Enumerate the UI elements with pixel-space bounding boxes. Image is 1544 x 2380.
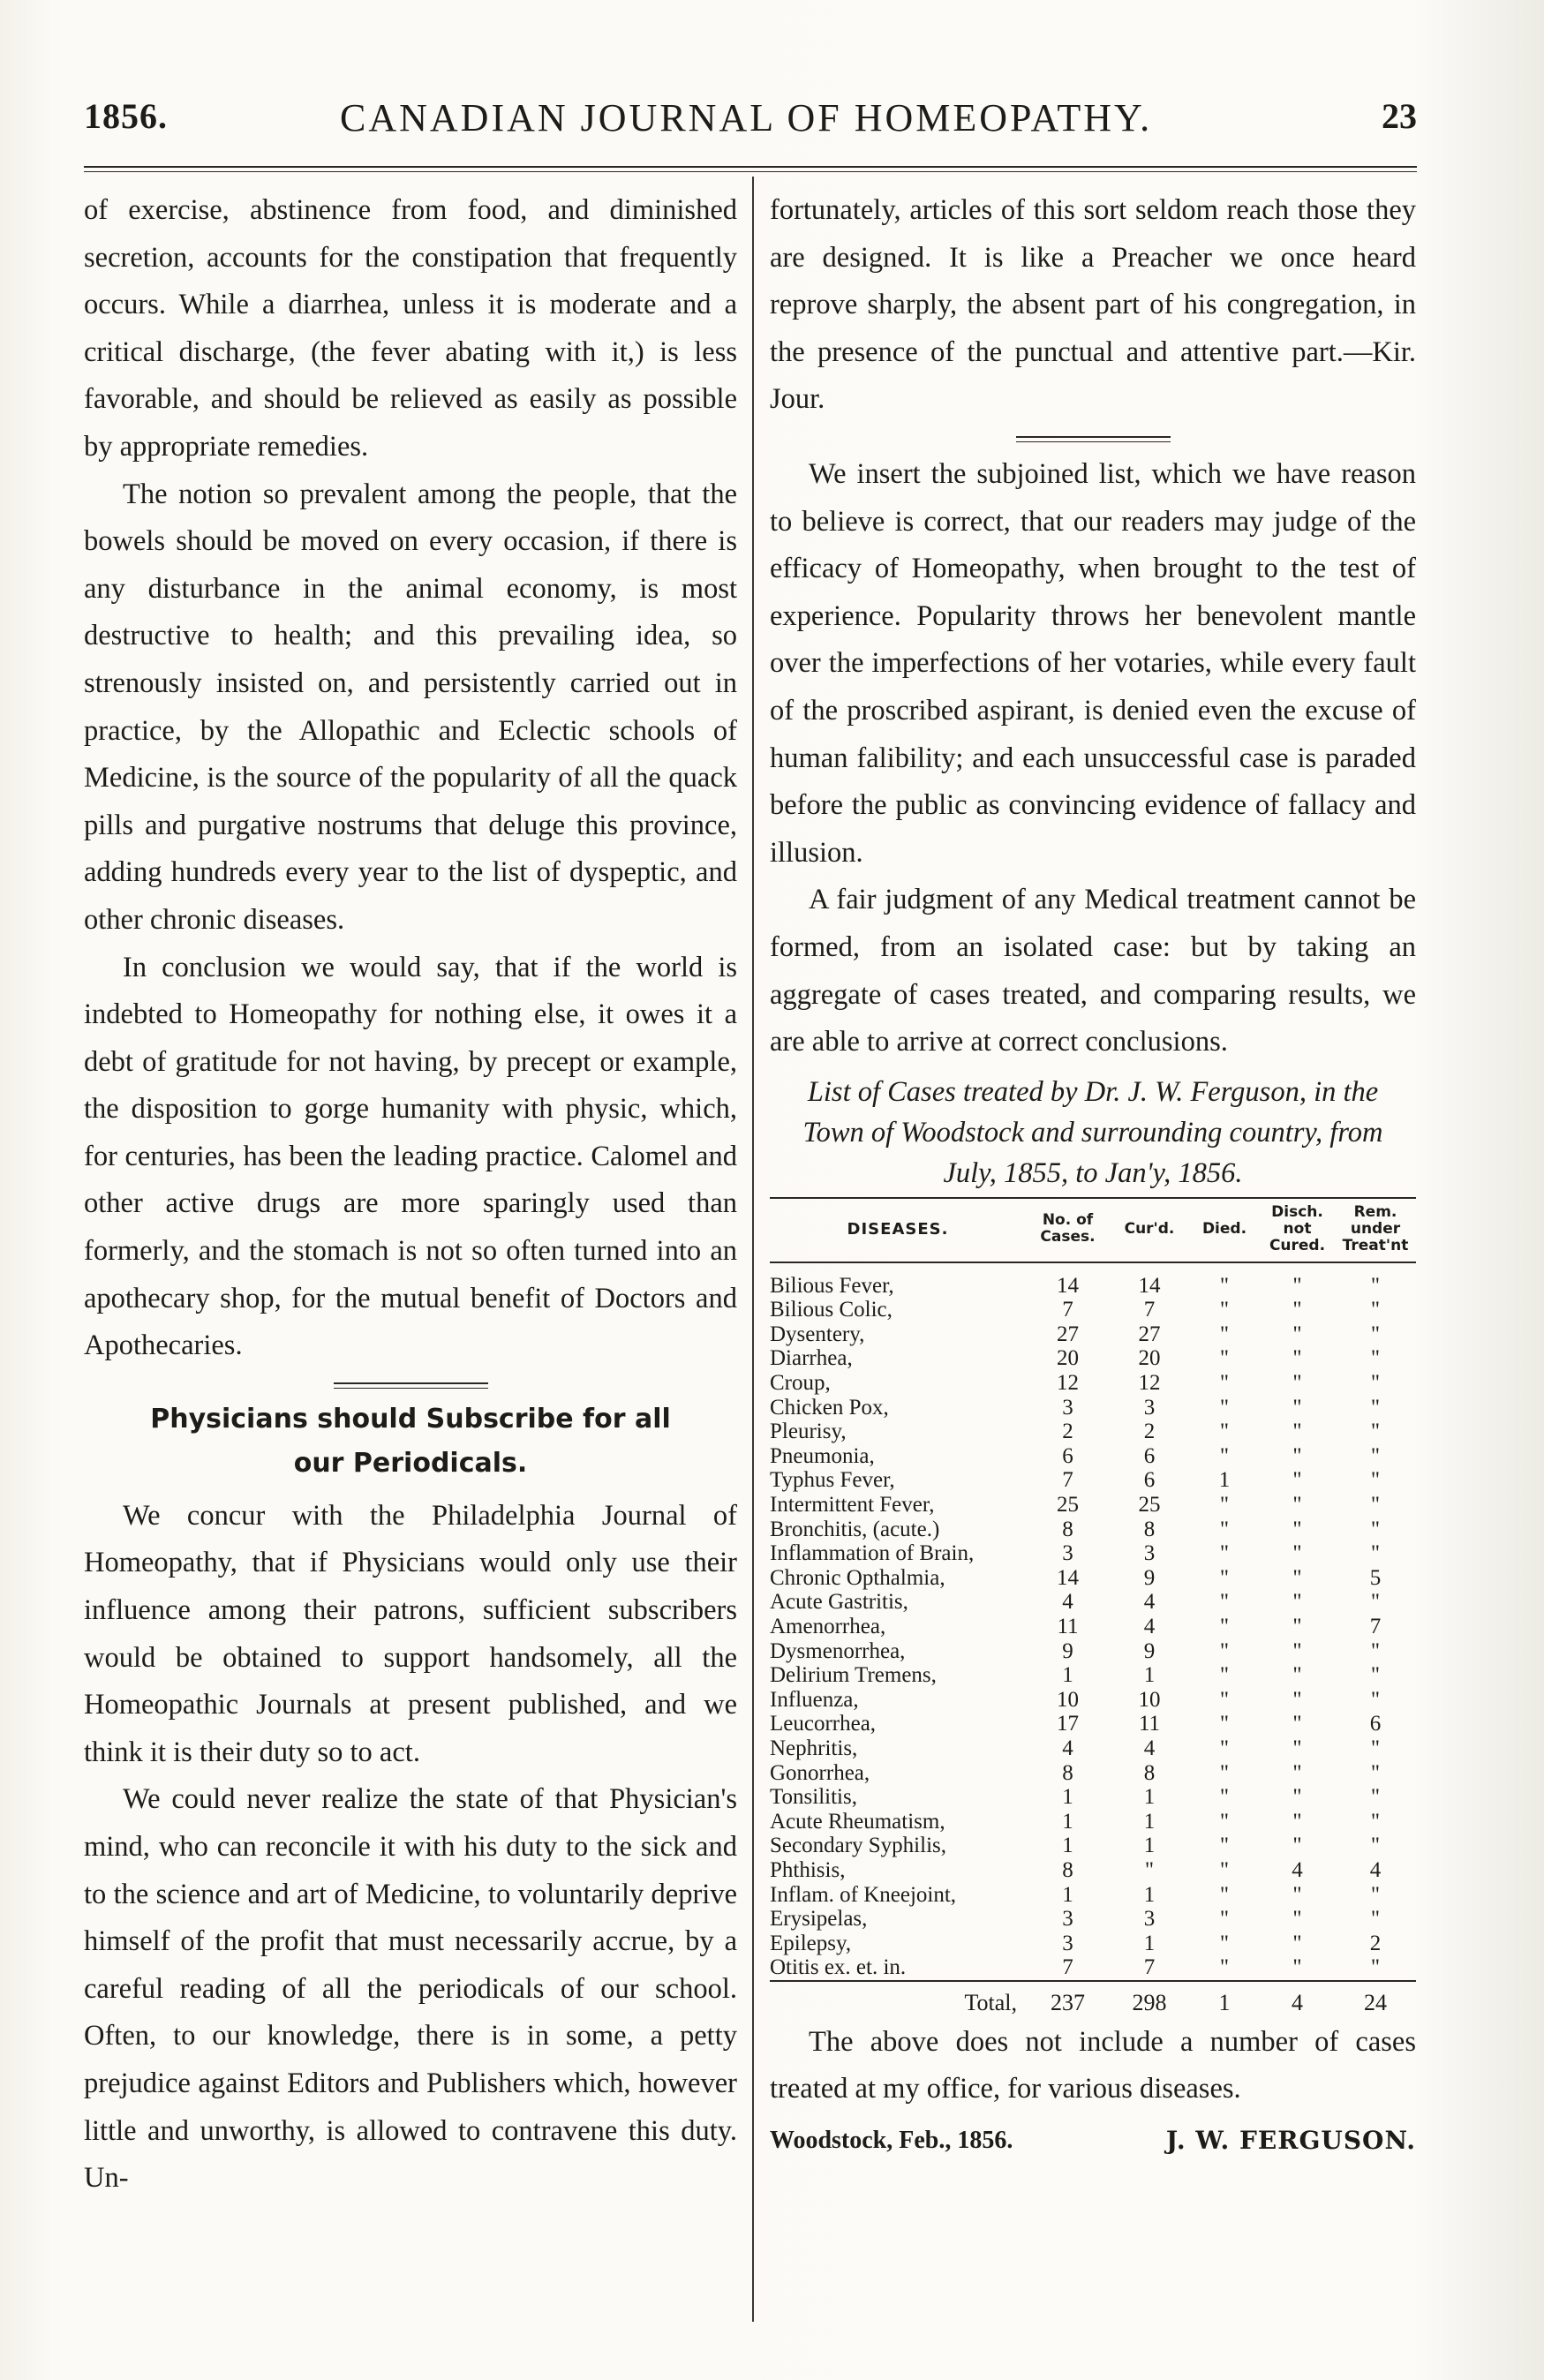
cell-cured: 1 [1143,1809,1156,1834]
cell-discharged: " [1292,1931,1302,1955]
cell-discharged: " [1292,1395,1302,1420]
cell-cured: 9 [1143,1565,1156,1590]
cell-cases: 1 [1062,1663,1073,1688]
cell-died: " [1219,1298,1230,1322]
article-heading [84,1397,737,1486]
cell-disease: Acute Gastritis, [770,1590,908,1615]
cell-cases: 4 [1062,1590,1073,1615]
cell-disease: Typhus Fever, [770,1468,895,1493]
cell-discharged: " [1292,1443,1302,1468]
cell-died: " [1219,1322,1230,1346]
cell-discharged: " [1292,1565,1302,1590]
cell-remaining: " [1370,1541,1381,1566]
cell-remaining: " [1370,1736,1381,1760]
cell-disease: Erysipelas, [770,1907,868,1932]
cell-disease: Diarrhea, [770,1346,853,1371]
cell-disease: Epilepsy, [770,1931,852,1955]
cell-disease: Chronic Opthalmia, [770,1565,945,1590]
cell-cured: 3 [1143,1541,1156,1566]
cell-discharged: " [1292,1663,1302,1688]
cell-died: " [1219,1420,1230,1444]
cell-remaining: 4 [1369,1857,1382,1882]
cell-disease: Nephritis, [770,1736,858,1760]
cell-cases: 3 [1062,1395,1073,1420]
cell-disease: Amenorrhea, [770,1615,886,1638]
cell-discharged: " [1292,1882,1302,1907]
table-row [770,1858,1416,1883]
cell-disease: Bilious Fever, [770,1273,894,1298]
cell-discharged: " [1292,1638,1302,1663]
left-paragraph-2: The notion so prevalent among the people, that the bowels should be moved on every occasion, if there is any disturbance in the animal economy, is most destructive to health; and this prevailing idea, so strenously insisted on, and persistently carried out in practice, by the Allopathic and Eclectic schools of Medicine, is the source of the popularity of all the quack pills and purgative nostrums that deluge this province, adding hundreds every year to the list of dyspeptic, and other chronic diseases. [84,478,737,936]
cell-died: " [1219,1760,1230,1785]
cell-died: " [1219,1346,1230,1371]
cell-died: " [1219,1736,1230,1760]
cell-cases: 4 [1062,1736,1073,1760]
cell-cured: 8 [1143,1760,1156,1785]
cell-discharged: 4 [1292,1857,1303,1882]
cell-died: " [1219,1712,1230,1736]
cell-cured: 1 [1143,1834,1156,1858]
table-row [770,1761,1416,1786]
cases-table [770,1197,1416,2019]
cell-disease: Secondary Syphilis, [770,1834,946,1858]
cell-cases: 8 [1062,1517,1073,1541]
cell-remaining: " [1370,1907,1381,1932]
cell-cases: 14 [1057,1273,1079,1298]
table-row [770,1262,1416,1299]
cell-cases: 14 [1057,1565,1079,1590]
cell-cases: 7 [1062,1298,1073,1322]
signature-name: J. W. FERGUSON. [1165,2125,1416,2155]
table-row [770,1346,1416,1371]
cell-discharged: " [1292,1468,1302,1493]
cell-disease: Pneumonia, [770,1443,875,1468]
cell-remaining: " [1370,1638,1381,1663]
cell-discharged: " [1292,1712,1302,1736]
cell-died: " [1219,1565,1230,1590]
cell-remaining: " [1370,1468,1381,1493]
cell-remaining: " [1370,1443,1381,1468]
cell-cases: 3 [1062,1541,1073,1566]
cell-cases: 27 [1057,1322,1079,1346]
cell-discharged: " [1292,1809,1302,1834]
cell-remaining: " [1370,1298,1381,1322]
cell-cured: 1 [1143,1882,1156,1907]
cell-disease: Bronchitis, (acute.) [770,1517,940,1541]
cell-discharged: " [1292,1590,1302,1615]
signature-line [770,2117,1416,2165]
right-column [770,187,1416,2164]
signature-place-date: Woodstock, Feb., 1856. [770,2126,1013,2154]
header-journal-title: CANADIAN JOURNAL OF HOMEOPATHY. [340,96,1153,139]
heading-line-2: our Periodicals. [293,1447,528,1479]
table-row [770,1883,1416,1908]
header-page-number: 23 [1382,96,1417,136]
cell-died: " [1219,1687,1230,1712]
cell-remaining: " [1370,1760,1381,1785]
cell-disease: Bilious Colic, [770,1298,893,1322]
cell-disease: Leucorrhea, [770,1712,877,1736]
cell-cases: 3 [1062,1907,1073,1932]
cell-discharged: " [1292,1834,1302,1858]
cell-cured: 14 [1138,1273,1161,1298]
cell-discharged: " [1292,1322,1302,1346]
table-row [770,1371,1416,1396]
cell-cured: 25 [1138,1493,1161,1518]
table-row [770,1493,1416,1518]
table-header-row [770,1198,1416,1262]
table-row [770,1810,1416,1834]
left-paragraph-1: of exercise, abstinence from food, and diminished secretion, accounts for the constipation that frequently occurs. While a diarrhea, unless it is moderate and a critical discharge, (the fever abating with it,) is less favorable, and should be relieved as easily as possible by appropriate remedies. [84,194,737,463]
cell-cured: 11 [1138,1712,1161,1736]
cell-disease: Inflam. of Kneejoint, [770,1882,957,1907]
table-row [770,1907,1416,1932]
cell-remaining: " [1370,1371,1381,1396]
cell-remaining: " [1370,1273,1381,1298]
cell-disease: Dysentery, [770,1322,865,1346]
cell-died: " [1219,1638,1230,1663]
cell-remaining: " [1370,1785,1381,1810]
table-row [770,1566,1416,1591]
cell-cases: 1 [1062,1809,1073,1834]
cell-disease: Delirium Tremens, [770,1663,937,1688]
cell-died: " [1219,1931,1230,1955]
table-row [770,1518,1416,1542]
cell-remaining: " [1370,1882,1381,1907]
cell-remaining: " [1370,1395,1381,1420]
cell-disease: Dysmenorrhea, [770,1638,906,1663]
cell-disease: Inflammation of Brain, [770,1541,975,1566]
cell-cured: 1 [1143,1931,1156,1955]
cell-died: 1 [1218,1468,1231,1493]
left-paragraph-4: We concur with the Philadelphia Journal of Homeopathy, that if Physicians would only use their influence among their patrons, sufficient subscribers would be obtained to support handsomely, all the Homeopathic Journals at present published, and we think it is their duty so to act. [84,1499,737,1768]
cell-disease: Pleurisy, [770,1420,847,1444]
cell-remaining: 6 [1369,1712,1382,1736]
cell-cases: 11 [1057,1615,1079,1638]
cell-discharged: " [1292,1615,1302,1638]
left-column [84,187,737,2203]
header-rule-thin [84,171,1417,172]
header-diseases: DISEASES. [770,1198,1026,1262]
table-total-row [770,1981,1416,2019]
cell-disease: Otitis ex. et. in. [770,1955,907,1980]
cell-discharged: " [1292,1420,1302,1444]
table-row [770,1663,1416,1688]
cell-cured: 4 [1143,1615,1156,1638]
total-discharged: 4 [1260,1981,1335,2019]
table-row [770,1932,1416,1956]
cell-remaining: 5 [1369,1565,1382,1590]
cell-cases: 7 [1062,1468,1073,1493]
cell-discharged: " [1292,1273,1302,1298]
cell-discharged: " [1292,1371,1302,1396]
cell-cured: 4 [1143,1590,1156,1615]
cell-remaining: " [1370,1834,1381,1858]
cell-cured: 12 [1138,1371,1161,1396]
cell-disease: Intermittent Fever, [770,1493,935,1518]
cell-cases: 20 [1057,1346,1079,1371]
cell-remaining: " [1370,1517,1381,1541]
header-year: 1856. [84,96,168,136]
cell-cured: 8 [1143,1517,1156,1541]
cell-discharged: " [1292,1955,1302,1980]
table-row [770,1396,1416,1420]
cell-discharged: " [1292,1493,1302,1518]
header-discharged: Disch. not Cured. [1260,1198,1335,1262]
cell-cases: 10 [1057,1687,1079,1712]
cell-discharged: " [1292,1760,1302,1785]
table-row [770,1322,1416,1347]
total-died: 1 [1189,1981,1260,2019]
cell-disease: Acute Rheumatism, [770,1809,945,1834]
cell-remaining: 7 [1369,1615,1382,1638]
cell-cured: 6 [1143,1443,1156,1468]
cell-cured: 3 [1143,1395,1156,1420]
case-list-title: List of Cases treated by Dr. J. W. Ferguson, in the Town of Woodstock and surrounding country, from July, 1855, to Jan'y, 1856. [802,1075,1383,1189]
table-note: The above does not include a number of cases treated at my office, for various diseases. [770,2025,1416,2105]
cell-remaining: " [1370,1493,1381,1518]
cell-died: " [1219,1615,1230,1638]
cell-discharged: " [1292,1907,1302,1932]
cell-cured: 1 [1143,1663,1156,1688]
cell-cases: 25 [1057,1493,1079,1518]
cell-disease: Phthisis, [770,1857,846,1882]
cell-cases: 1 [1062,1882,1073,1907]
cell-died: " [1219,1955,1230,1980]
cell-disease: Chicken Pox, [770,1395,889,1420]
table-row [770,1834,1416,1858]
right-paragraph-3: A fair judgment of any Medical treatment cannot be formed, from an isolated case: but by taking an aggregate of cases treated, and comparing results, we are able to arrive at correct conclusions. [770,884,1416,1058]
cell-cured: 6 [1143,1468,1156,1493]
cell-died: " [1219,1371,1230,1396]
cell-cases: 7 [1062,1955,1073,1980]
header-died: Died. [1189,1198,1260,1262]
cell-cured: 10 [1138,1687,1161,1712]
total-cases: 237 [1026,1981,1110,2019]
cell-died: " [1219,1907,1230,1932]
cell-cured: 9 [1143,1638,1156,1663]
cell-cases: 8 [1062,1760,1073,1785]
total-label: Total, [770,1981,1026,2019]
cell-died: " [1219,1663,1230,1688]
cell-died: " [1219,1541,1230,1566]
table-row [770,1468,1416,1493]
table-row [770,1736,1416,1761]
cell-discharged: " [1292,1346,1302,1371]
cell-died: " [1219,1882,1230,1907]
cell-cured: 27 [1138,1322,1161,1346]
right-paragraph-2: We insert the subjoined list, which we have reason to believe is correct, that our readers may judge of the efficacy of Homeopathy, when brought to the test of experience. Popularity throws her benevolent mantle over the imperfections of her votaries, while every fault of the proscribed aspirant, is denied even the excuse of human falibility; and each unsuccessful case is paraded before the public as convincing evidence of fallacy and illusion. [770,457,1416,869]
cell-remaining: " [1370,1420,1381,1444]
table-row [770,1615,1416,1639]
table-row [770,1955,1416,1981]
left-paragraph-3: In conclusion we would say, that if the world is indebted to Homeopathy for nothing else, it owes it a debt of gratitude for not having, by precept or example, the disposition to gorge humanity with physic, which, for centuries, has been the leading practice. Calomel and other active drugs are more sparingly used than formerly, and the stomach is not so often turned into an apothecary shop, for the mutual benefit of Doctors and Apothecaries. [84,951,737,1362]
cell-disease: Influenza, [770,1687,859,1712]
cell-cases: 1 [1062,1834,1073,1858]
cell-cases: 8 [1062,1857,1073,1882]
table-row [770,1688,1416,1713]
cell-cases: 12 [1057,1371,1079,1396]
header-remaining: Rem. under Treat'nt [1335,1198,1416,1262]
table-row [770,1712,1416,1736]
cell-discharged: " [1292,1687,1302,1712]
cell-discharged: " [1292,1785,1302,1810]
cell-discharged: " [1292,1517,1302,1541]
cell-cured: 7 [1143,1298,1156,1322]
cell-cases: 6 [1062,1443,1073,1468]
table-row [770,1298,1416,1322]
page-header [84,95,1417,157]
right-paragraph-1: fortunately, articles of this sort seldom reach those they are designed. It is like a Preacher we once heard reprove sharply, the absent part of his congregation, in the presence of the punctual and attentive part.—Kir. Jour. [770,194,1416,416]
cell-cured: 3 [1143,1907,1156,1932]
section-separator [334,1382,488,1389]
total-cured: 298 [1110,1981,1189,2019]
cell-cured: 4 [1143,1736,1156,1760]
left-paragraph-5: We could never realize the state of that Physician's mind, who can reconcile it with his duty to the sick and to the science and art of Medicine, to voluntarily deprive himself of the profit that must necessarily accrue, by a careful reading of all the periodicals of our school. Often, to our knowledge, there is in some, a petty prejudice against Editors and Publishers which, however little and unworthy, is allowed to contravene this duty. Un- [84,1783,737,2195]
cell-remaining: " [1370,1663,1381,1688]
cell-disease: Tonsilitis, [770,1785,857,1810]
table-row [770,1420,1416,1444]
cell-cases: 3 [1062,1931,1073,1955]
cell-died: " [1219,1493,1230,1518]
cell-died: " [1219,1443,1230,1468]
cell-cured: 1 [1143,1785,1156,1810]
table-row [770,1590,1416,1615]
cell-cases: 2 [1062,1420,1073,1444]
table-row [770,1444,1416,1469]
cell-remaining: " [1370,1687,1381,1712]
header-cured: Cur'd. [1110,1198,1189,1262]
cell-cured: 20 [1138,1346,1161,1371]
cell-died: " [1219,1834,1230,1858]
table-row [770,1639,1416,1664]
cell-remaining: " [1370,1955,1381,1980]
cell-discharged: " [1292,1541,1302,1566]
cell-discharged: " [1292,1736,1302,1760]
cases-table-body [770,1262,1416,1981]
table-row [770,1541,1416,1566]
heading-line-1: Physicians should Subscribe for all [150,1403,671,1435]
cell-died: " [1219,1590,1230,1615]
cell-cases: 17 [1057,1712,1079,1736]
header-cases: No. of Cases. [1026,1198,1110,1262]
cell-cases: 9 [1062,1638,1073,1663]
header-rule [84,166,1417,168]
section-separator-right [1016,436,1171,442]
cell-died: " [1219,1857,1230,1882]
cell-remaining: " [1370,1346,1381,1371]
cell-disease: Gonorrhea, [770,1760,870,1785]
cell-cases: 1 [1062,1785,1073,1810]
cell-disease: Croup, [770,1371,831,1396]
cell-cured: 7 [1143,1955,1156,1980]
cell-remaining: " [1370,1590,1381,1615]
cell-cured: 2 [1143,1420,1156,1444]
cell-remaining: " [1370,1809,1381,1834]
cell-remaining: " [1370,1322,1381,1346]
cell-died: " [1219,1785,1230,1810]
cell-cured: " [1144,1857,1155,1882]
cell-remaining: 2 [1369,1931,1382,1955]
cell-discharged: " [1292,1298,1302,1322]
column-divider [752,177,754,2322]
cell-died: " [1219,1273,1230,1298]
table-row [770,1785,1416,1810]
cell-died: " [1219,1395,1230,1420]
total-remaining: 24 [1335,1981,1416,2019]
cell-died: " [1219,1809,1230,1834]
cell-died: " [1219,1517,1230,1541]
